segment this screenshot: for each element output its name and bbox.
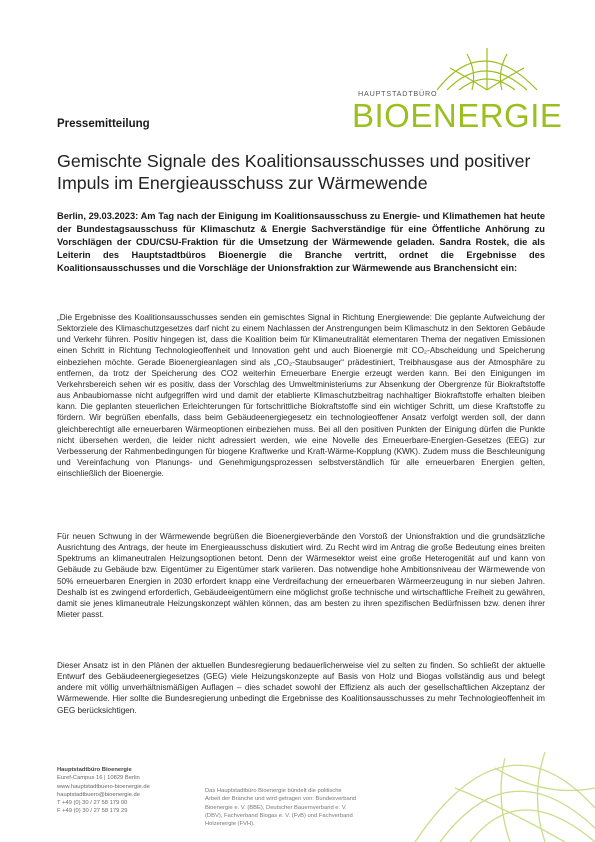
footer-fax: F +49 (0) 30 / 27 58 179 29 — [57, 808, 128, 815]
logo — [352, 46, 563, 136]
page-title: Gemischte Signale des Koalitionsausschusses und positiver Impuls im Energieausschuss zur Wärmewende — [57, 151, 531, 193]
footer-phone: T +49 (0) 30 / 27 58 179 00 — [57, 800, 128, 807]
footer-about-line: Arbeit der Branche und wird getragen von: Bundesverband — [205, 796, 357, 803]
footer-org-name: Hauptstadtbüro Bioenergie — [57, 767, 132, 773]
globe-watermark-icon — [395, 748, 595, 842]
footer-contact — [57, 766, 150, 816]
footer-about-line: (DBV), Fachverband Biogas e. V. (FvB) und Fachverband — [205, 812, 353, 819]
globe-logo-icon — [432, 46, 542, 94]
document-label: Pressemitteilung — [57, 118, 150, 130]
footer-about-line: Holzenergie (FVH). — [205, 821, 255, 828]
footer-about — [205, 787, 415, 828]
logo-name: BIOENERGIE — [352, 97, 563, 134]
footer-address: Euref-Campus 16 | 10829 Berlin — [57, 775, 140, 782]
footer-email-link[interactable]: hauptstadtbuero@bioenergie.de — [57, 791, 140, 798]
body-paragraph-3: Dieser Ansatz ist in den Plänen der aktuellen Bundesregierung bedauerlicherweise viel zu selten zu finden. So schließt der aktuelle Entwurf des Gebäudeenergiegesetzes (GEG) viele Heizungskonzepte auf Basis von Holz und Biogas vollständig aus und belegt andere mit völlig unverhältnismäßigen Auflagen – dies schadet sowohl der Effizienz als auch der gesellschaftlichen Akzeptanz der Wärmewende. Hier sollte die Bundesregierung unbedingt die Ergebnisse des Koalitionsausschusses zu mehr Technologieoffenheit im GEG berücksichtigen. — [57, 661, 545, 715]
body-paragraph-1: „Die Ergebnisse des Koalitionsausschusses senden ein gemischtes Signal in Richtung Energiewende: Die geplante Aufweichung der Sektorziele des Klimaschutzgesetzes darf nicht zu einem Nachlassen der Anstrengungen beim Klimaschutz in den Sektoren Gebäude und Verkehr führen. Positiv hingegen ist, dass die Koalition beim für Klimaneutralität elementaren Thema der negativen Emissionen einen Schritt in Richtung Technologieoffenheit und Innovation geht und auch Bioenergie mit CO₂-Abscheidung und Speicherung einbeziehen möchte. Gerade Bioenergieanlagen sind als „CO₂-Staubsauger“ prädestiniert, Treibhausgase aus der Atmosphäre zu entfernen, da trotz der Speicherung des CO2 weiterhin Erneuerbare Energie erzeugt werden kann. Bei den Einigungen im Verkehrsbereich sehen wir es positiv, dass der Vorschlag des Umweltministeriums zur Absenkung der Obergrenze für Biokraftstoffe aus Anbaubiomasse nicht aufgegriffen wird und damit der etablierte Klimaschutzbeitrag nachhaltiger Biokraftstoffe erhalten bleiben kann. Die geplanten steuerlichen Erleichterungen für fortschrittliche Biokraftstoffe sind ein wichtiger Schritt, um diese Kraftstoffe zu fördern. Wir begrüßen ebenfalls, dass beim Gebäudeenergiegesetz ein technologieoffener Ansatz verfolgt werden soll, der dann gleichberechtigt alle erneuerbaren Wärmeoptionen einbeziehen muss. Bei all den positiven Punkten der Einigung dürfen die Punkte nicht übersehen werden, die leider nicht adressiert werden, wie eine Novelle des Erneuerbare-Energien-Gesetzes (EEG) zur Verbesserung der Rahmenbedingungen für biogene Kraftwerke und Kraft-Wärme-Kopplung (KWK). Zudem muss die Beschleunigung und Vereinfachung von Planungs- und Genehmigungsprozessen selbstverständlich für alle erneuerbaren Energien gelten, einschließlich der Bioenergie. — [57, 313, 545, 479]
footer-about-line: Das Hauptstadtbüro Bioenergie bündelt die politische — [205, 788, 342, 794]
lead-paragraph: Berlin, 29.03.2023: Am Tag nach der Einigung im Koalitionsausschuss zu Energie- und Klimathemen hat heute der Bundestagsausschuss für Klimaschutz & Energie Sachverständige für eine Öffentliche Anhörung zu Vorschlägen der CDU/CSU-Fraktion für die Umsetzung der Wärmewende geladen. Sandra Rostek, die als Leiterin des Hauptstadtbüros Bioenergie die Branche vertritt, ordnet die Ergebnisse des Koalitionsausschusses und die Vorschläge der Unionsfraktion zur Wärmewende aus Branchensicht ein: — [57, 211, 545, 273]
footer-about-line: Bioenergie e. V. (BBE), Deutscher Bauernverband e. V. — [205, 804, 347, 811]
body-paragraph-2: Für neuen Schwung in der Wärmewende begrüßen die Bioenergieverbände den Vorstoß der Unionsfraktion und die grundsätzliche Ausrichtung des Antrags, der heute im Energieausschuss diskutiert wird. Zu Recht wird im Antrag die große Bedeutung eines breiten Spektrums an klimaneutralen Heizungsoptionen betont. Denn der Wärmesektor weist eine große Heterogenität auf und kann von Gebäude zu Gebäude bzw. Eigentümer zu Eigentümer stark variieren. Das notwendige hohe Ambitionsniveau der Wärmewende von 50% erneuerbaren Energien in 2030 erfordert knapp eine Verdreifachung der erneuerbaren Wärmeerzeugung in nur sieben Jahren. Deshalb ist es zwingend erforderlich, Gebäudeeigentümern eine möglichst große technische und wirtschaftliche Freiheit zu gewähren, damit sie jenes klimaneutrale Heizungskonzept wählen können, das am besten zu ihren spezifischen Bedürfnissen bzw. denen ihrer Mieter passt. — [57, 532, 545, 620]
footer-website-link[interactable]: www.hauptstadtbuero-bioenergie.de — [57, 783, 150, 790]
logo-subtitle: HAUPTSTADTBÜRO — [358, 89, 438, 98]
